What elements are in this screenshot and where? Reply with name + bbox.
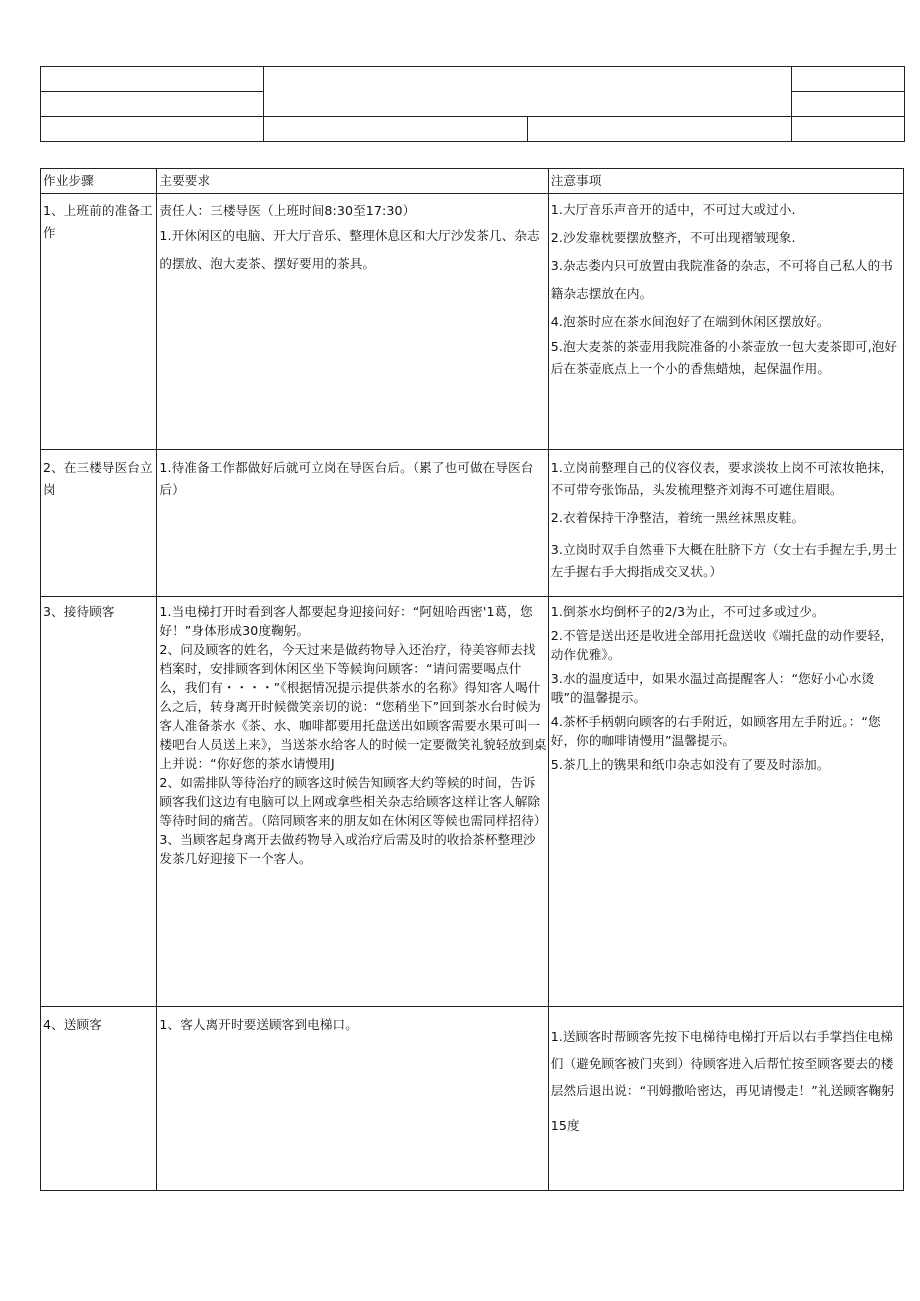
note-text: 4.泡茶时应在茶水间泡好了在端到休闲区摆放好。	[550, 314, 830, 329]
header-cell	[528, 117, 792, 142]
table-row	[41, 1007, 904, 1191]
notes-cell	[548, 1007, 903, 1191]
requirements-cell	[157, 1007, 548, 1191]
requirement-text: 1、客人离开时要送顾客到电梯口。	[159, 1017, 358, 1032]
note-text: 4.茶杯手柄朝向顾客的右手附近，如顾客用左手附近。：“您好，你的咖啡请慢用”温馨提示。	[550, 714, 881, 748]
note-text: 1.送顾客时帮顾客先按下电梯待电梯打开后以右手掌挡住电梯们（避免顾客被门夹到）待顾客进入后帮忙按至顾客要去的楼层然后退出说：“刊姆撒哈密达，再见请慢走！”礼送顾客鞠躬	[550, 1029, 895, 1098]
header-cell	[41, 117, 264, 142]
note-text: 2.沙发靠枕要摆放整齐，不可出现褶皱现象.	[550, 230, 796, 245]
table-row	[41, 194, 904, 450]
header-cell	[41, 92, 264, 117]
note-text: 3.杂志娄内只可放置由我院准备的杂志，不可将自己私人的书籍杂志摆放在内。	[550, 258, 894, 301]
table-row	[41, 597, 904, 1007]
header-step: 作业步骤	[41, 169, 157, 194]
notes-cell	[548, 597, 903, 1007]
procedure-table	[40, 168, 904, 1191]
step-text: 1、上班前的准备工作	[43, 203, 153, 240]
step-cell	[41, 597, 157, 1007]
note-text: 3.水的温度适中，如果水温过高提醒客人：“您好小心水烫哦”的温馨提示。	[550, 671, 875, 705]
note-text: 1.立岗前整理自己的仪容仪表，要求淡妆上岗不可浓妆艳抹，不可带夸张饰品，头发梳理整齐刘海不可遮住眉眼。	[550, 460, 894, 497]
note-text: 1.倒茶水均倒杯子的2/3为止，不可过多或过少。	[550, 604, 825, 619]
note-text: 1.大厅音乐声音开的适中，不可过大或过小.	[550, 202, 796, 217]
step-cell	[41, 1007, 157, 1191]
requirement-text: 3、当顾客起身离开去做药物导入或治疗后需及时的收拾茶杯整理沙发茶几好迎接下一个客人。	[159, 832, 536, 866]
note-text: 15度	[550, 1118, 580, 1133]
requirement-text: 1.开休闲区的电脑、开大厅音乐、整理休息区和大厅沙发茶几、杂志的摆放、泡大麦茶、摆好要用的茶具。	[159, 228, 540, 271]
note-text: 3.立岗时双手自然垂下大概在肚脐下方（女士右手握左手,男士左手握右手大拇指成交叉状。）	[550, 542, 898, 579]
note-text: 5.茶几上的镌果和纸巾杂志如没有了要及时添加。	[550, 757, 830, 772]
header-cell	[264, 117, 528, 142]
requirement-text: 1.当电梯打开时看到客人都要起身迎接问好：“阿妞哈西密'1葛，您好！”身体形成30度鞠躬。	[159, 604, 533, 638]
step-text: 3、接待顾客	[43, 604, 115, 619]
notes-cell	[548, 194, 903, 450]
requirements-cell	[157, 597, 548, 1007]
table-header-row	[41, 169, 904, 194]
requirement-text: 2、如需排队等待治疗的顾客这时候告知顾客大约等候的时间，告诉顾客我们这边有电脑可以上网或拿些相关杂志给顾客这样让客人解除等待时间的痛苦。（陪同顾客来的朋友如在休闲区等候也需同样招待）	[159, 775, 547, 828]
header-cell	[41, 67, 264, 92]
step-text: 2、在三楼导医台立岗	[43, 460, 153, 497]
requirement-text: 1.待准备工作都做好后就可立岗在导医台后。（累了也可做在导医台后）	[159, 460, 534, 497]
header-notes: 注意事项	[548, 169, 903, 194]
notes-cell	[548, 450, 903, 597]
requirements-cell	[157, 450, 548, 597]
step-cell	[41, 194, 157, 450]
header-cell	[792, 67, 905, 92]
step-text: 4、送顾客	[43, 1017, 102, 1032]
requirements-cell	[157, 194, 548, 450]
header-cell	[792, 92, 905, 117]
requirement-text: 责任人：三楼导医（上班时间8:30至17:30）	[159, 203, 416, 218]
step-cell	[41, 450, 157, 597]
table-row	[41, 450, 904, 597]
requirement-text: 2、问及顾客的姓名，今天过来是做药物导入还治疗，待美容师去找档案时，安排顾客到休闲区坐下等候询问顾客：“请问需要喝点什么，我们有・・・・”《根据情况提示提供茶水的名称》得知客人喝什么之后，转身离开时候微笑亲切的说：“您稍坐下”回到茶水台时候为客人准备茶水《茶、水、咖啡都要用托盘送出如顾客需要水果可叫一楼吧台人员送上来》，当送茶水给客人的时候一定要微笑礼貌轻放到桌上并说：“你好您的茶水请慢用J	[159, 642, 547, 771]
header-cell	[792, 117, 905, 142]
note-text: 2.衣着保持干净整洁，着统一黑丝袜黑皮鞋。	[550, 510, 805, 525]
header-form-table	[40, 66, 905, 142]
header-title-cell	[264, 67, 792, 117]
header-requirements: 主要要求	[157, 169, 548, 194]
note-text: 2.不管是送出还是收进全部用托盘送收《端托盘的动作要轻，动作优雅》。	[550, 628, 894, 662]
note-text: 5.泡大麦茶的茶壶用我院准备的小茶壶放一包大麦茶即可,泡好后在茶壶底点上一个小的香焦蜡烛，起保温作用。	[550, 339, 898, 376]
